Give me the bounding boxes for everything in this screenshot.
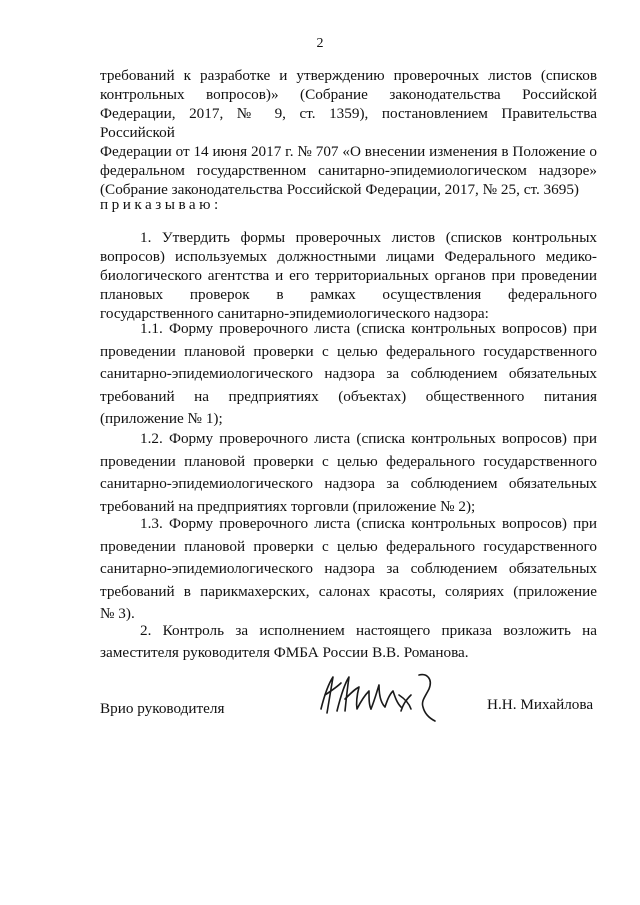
item-1-2-line: 1.2. Форму проверочного листа (списка контрольных вопросов) при [140, 430, 597, 447]
intro-paragraph [100, 66, 597, 199]
item-1-3-line: требований в парикмахерских, салонах красоты, соляриях (приложение [100, 582, 597, 600]
order-word: приказываю: [100, 196, 222, 213]
item-1-line: биологического агентства и его территориальных органов при проведении [100, 267, 597, 284]
intro-line: федеральном государственном санитарно-эпидемиологическом надзоре» [100, 162, 597, 179]
item-1-1-line: 1.1. Форму проверочного листа (списка контрольных вопросов) при [140, 320, 597, 337]
item-1-2 [100, 428, 597, 518]
item-1-line: государственного санитарно-эпидемиологического надзора: [100, 305, 489, 322]
item-1-3-line: 1.3. Форму проверочного листа (списка контрольных вопросов) при [140, 515, 597, 532]
item-1-1-line: требований на предприятиях (объектах) общественного питания [100, 387, 597, 405]
page-number: 2 [316, 36, 324, 51]
item-1-line: 1. Утвердить формы проверочных листов (списков контрольных [140, 229, 597, 246]
item-1-3-line: проведении плановой проверки с целью федерального государственного [100, 537, 597, 555]
item-1-1 [100, 318, 597, 431]
item-1-line: вопросов) используемых должностными лицами Федерального медико- [100, 248, 597, 265]
item-1-1-line: санитарно-эпидемиологического надзора за соблюдением обязательных [100, 365, 597, 382]
intro-line: требований к разработке и утверждению проверочных листов (списков [100, 67, 597, 84]
item-2-line: 2. Контроль за исполнением настоящего приказа возложить на [140, 622, 597, 639]
item-1-3 [100, 513, 597, 626]
intro-line: (Собрание законодательства Российской Федерации, 2017, № 25, ст. 3695) [100, 181, 579, 198]
item-1-2-line: требований на предприятиях торговли (приложение № 2); [100, 497, 476, 515]
item-1-1-line: (приложение № 1); [100, 410, 223, 427]
signer-name: Н.Н. Михайлова [487, 696, 594, 713]
item-1-2-line: санитарно-эпидемиологического надзора за соблюдением обязательных [100, 475, 597, 492]
handwritten-signature-icon [315, 665, 445, 730]
item-1-line: плановых проверок в рамках осуществления федерального [100, 286, 597, 303]
intro-line: контрольных вопросов)» (Собрание законодательства Российской [100, 86, 597, 103]
item-1-2-line: проведении плановой проверки с целью федерального государственного [100, 452, 597, 470]
item-1 [100, 228, 597, 323]
intro-line: Федерации от 14 июня 2017 г. № 707 «О внесении изменения в Положение о [100, 143, 597, 160]
item-1-3-line: № 3). [100, 605, 135, 622]
item-2 [100, 620, 597, 664]
intro-line: Федерации, 2017, № 9, ст. 1359), постановлением Правительства Российской [100, 105, 597, 141]
item-1-1-line: проведении плановой проверки с целью федерального государственного [100, 342, 597, 360]
item-1-3-line: санитарно-эпидемиологического надзора за соблюдением обязательных [100, 560, 597, 577]
item-2-line: заместителя руководителя ФМБА России В.В. Романова. [100, 644, 469, 661]
signer-title: Врио руководителя [100, 700, 225, 717]
